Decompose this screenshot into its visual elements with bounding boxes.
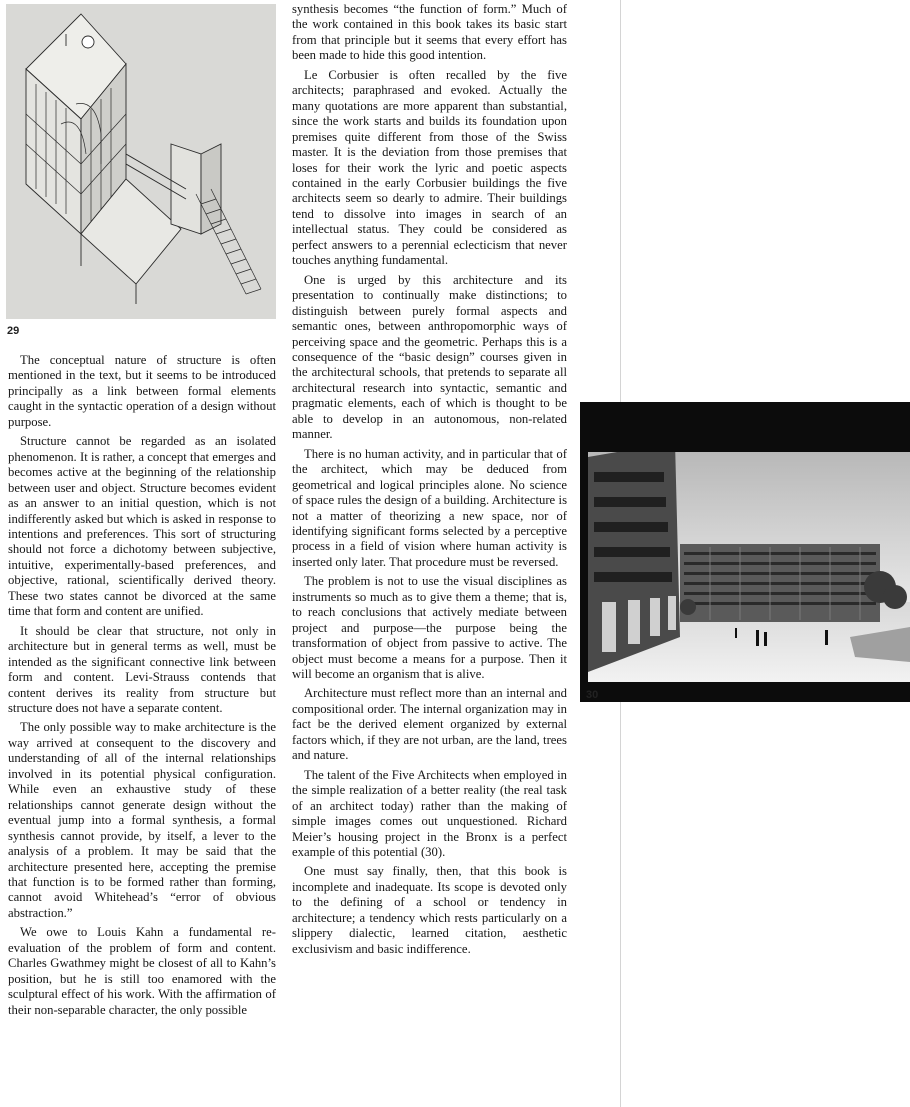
text-column-left	[8, 353, 276, 1022]
axonometric-drawing-figure	[6, 4, 276, 319]
paragraph: There is no human activity, and in particular that of the architect, which may be deduced from geometrical and logical principles alone. No science of space rules the design of a building. Architecture is not a matter of theorizing a new space, nor of identifying significant forms selected by a perceptive process in a field of vision where human activity is inserted only later. That procedure must be reversed.	[292, 446, 567, 569]
paragraph: The conceptual nature of structure is often mentioned in the text, but it seems to be introduced principally as a link between formal elements caught in the syntactic operation of a design without purpose.	[8, 353, 276, 429]
paragraph: We owe to Louis Kahn a fundamental re-evaluation of the problem of form and content. Charles Gwathmey might be closest of all to Kahn’s position, but he is still too enamored with the sculptural effect of his work. With the affirmation of their non-separable character, the only possible	[8, 925, 276, 1017]
housing-project-photo	[580, 402, 910, 702]
text-column-right	[292, 2, 567, 961]
paragraph: One is urged by this architecture and its presentation to continually make distinctions; to distinguish between purely formal aspects and semantic ones, between anthropomorphic ways of perceiving space and the geometric. Perhaps this is a consequence of the “basic design” courses given in the architectural schools, that pretends to separate all architectural research into syntactic, semantic and pragmatic elements, each of which is thought to be able to develop in an autonomous, non-related manner.	[292, 272, 567, 442]
paragraph: One must say finally, then, that this book is incomplete and inadequate. Its scope is devoted only to the defining of a school or tendency in architecture; a tendency which rests particularly on a slippery dialectic, learned citation, aesthetic exclusivism and basic indifference.	[292, 864, 567, 956]
paragraph: Architecture must reflect more than an internal and compositional order. The internal organization may in fact be the derived element organized by external factors which, if they are not urban, are the land, trees and nature.	[292, 686, 567, 763]
figure-29-label: 29	[7, 325, 20, 337]
paragraph: The problem is not to use the visual disciplines as instruments so much as to give them a theme; that is, to reach conclusions that actively mediate between project and purpose—the purpose being the transformation of object from passive to active. The object must become a means for a purpose. Then it will become an organism that is alive.	[292, 574, 567, 682]
paragraph: The only possible way to make architecture is the way arrived at consequent to the discovery and understanding of all of the internal relationships involved in its potential physical configuration. While even an exhaustive study of these relationships cannot generate design without the eventual jump into a formal synthesis, a formal synthesis cannot provide, by itself, a lever to the analysis of a problem. It may be said that the architecture presented here, accepting the premise that function is to be formed rather than forming, cannot avoid Whitehead’s “error of obvious abstraction.”	[8, 720, 276, 920]
paragraph: The talent of the Five Architects when employed in the simple realization of a better reality (the real task of an architect today) rather than the making of simple images comes out unquestioned. Richard Meier’s housing project in the Bronx is a perfect example of this potential (30).	[292, 767, 567, 860]
figure-30-label: 30	[586, 689, 599, 701]
paragraph: synthesis becomes “the function of form.” Much of the work contained in this book takes its basic start from that principle but it seems that every effort has been made to hide this good intention.	[292, 2, 567, 63]
paragraph: Structure cannot be regarded as an isolated phenomenon. It is rather, a concept that emerges and becomes active at the beginning of the relationship between user and object. Structure becomes evident as an answer to an initial question, which is not indifferently asked but which is asked in response to intentions and preferences. This sort of structuring should not force a dichotomy between subjective, intuitive, experimentally-based preferences, and objective, rational, scientifically derived theory. These two states cannot be divorced at the same time that form and content are unified.	[8, 434, 276, 619]
paragraph: Le Corbusier is often recalled by the five architects; paraphrased and evoked. Actually the many quotations are more apparent than substantial, since the work starts and builds its foundation upon premises quite different from those of the Swiss master. It is the deviation from those premises that loses for their work the lyric and poetic aspects contained in the early Corbusier buildings the five architects seem so dearly to admire. Their buildings tend to dissolve into images in search of an intellectual status. They could be considered as perfect answers to a perennial eclecticism that never touches anything fundamental.	[292, 67, 567, 268]
paragraph: It should be clear that structure, not only in architecture but in general terms as well, must be intended as the significant connective link between form and content. Levi-Strauss contends that content derives its reality from structure but structure does not have a separate content.	[8, 623, 276, 715]
